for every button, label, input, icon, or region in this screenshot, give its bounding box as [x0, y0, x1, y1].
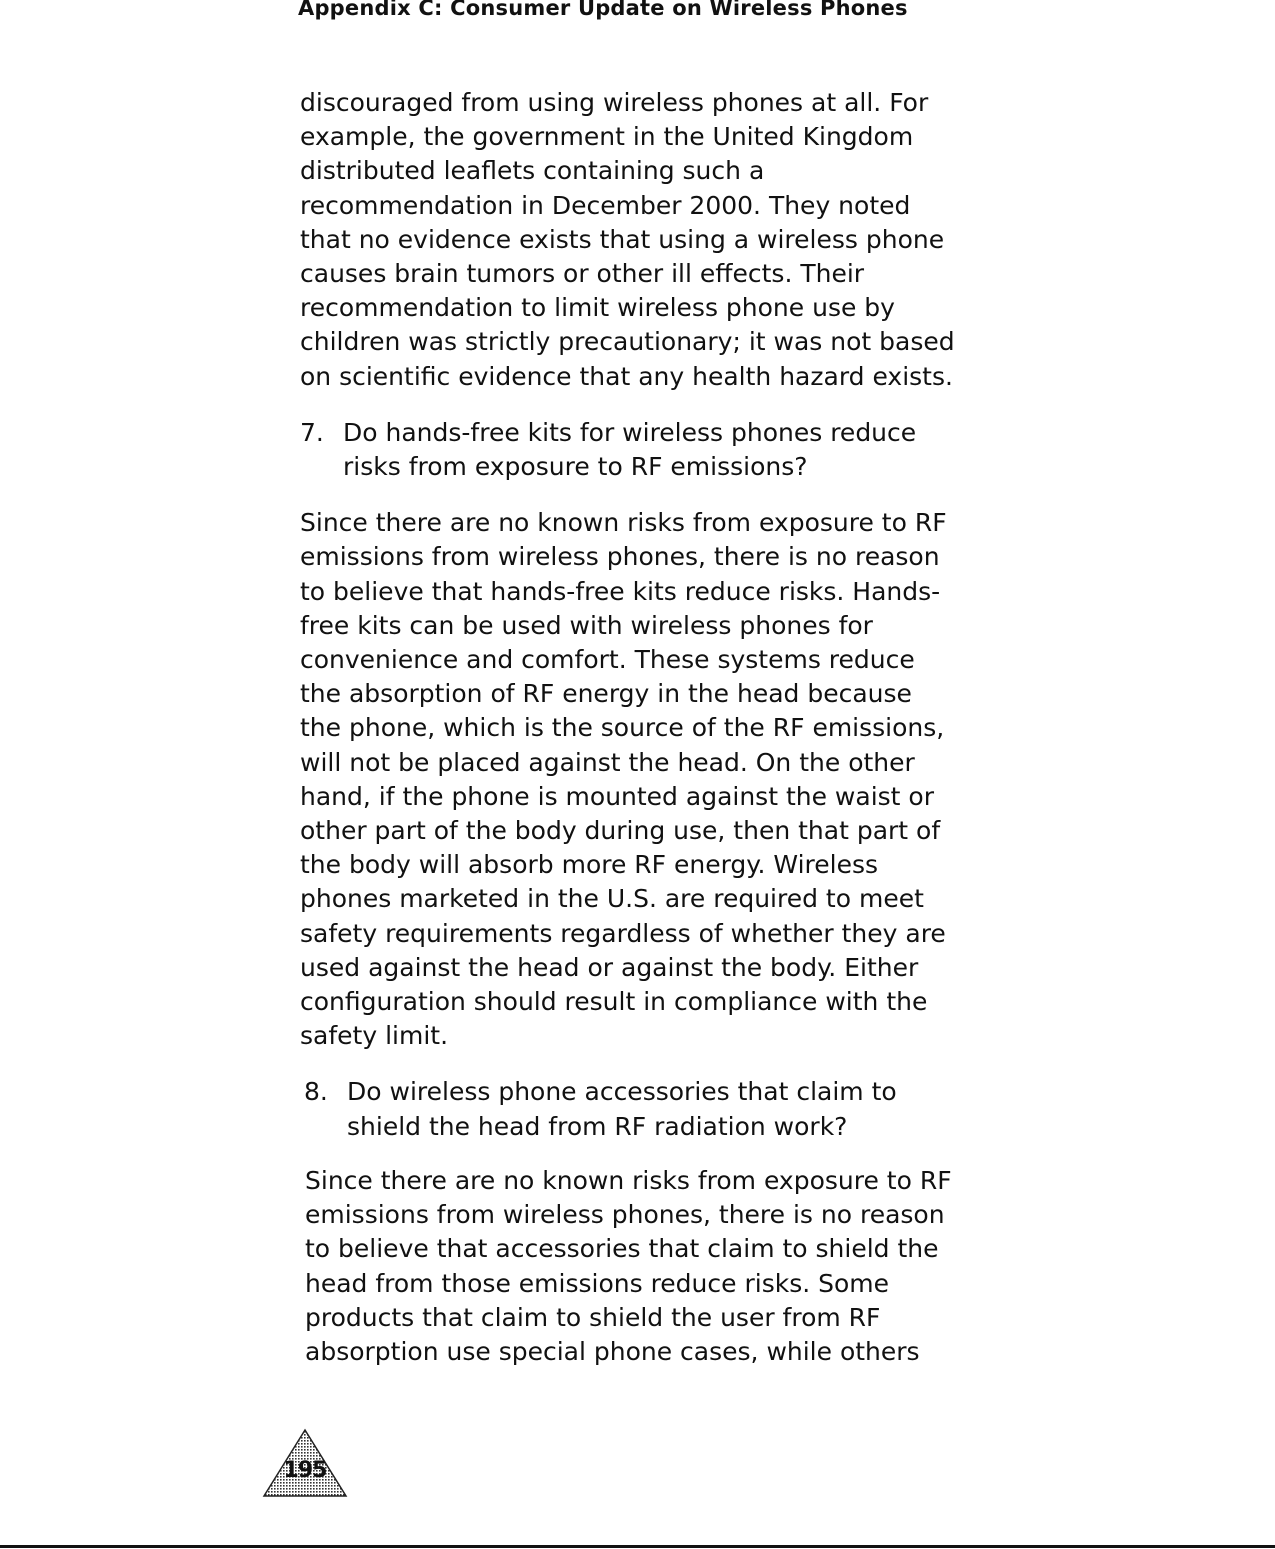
text-line: Do hands-free kits for wireless phones reduce: [343, 417, 917, 447]
text-line: phones marketed in the U.S. are required to meet: [300, 884, 924, 914]
text-line: risks from exposure to RF emissions?: [343, 452, 808, 482]
text-line: head from those emissions reduce risks. Some: [305, 1268, 890, 1298]
question-7: [300, 416, 990, 484]
text-line: Since there are no known risks from exposure to RF: [300, 508, 947, 538]
question-number: 8.: [304, 1077, 328, 1107]
text-line: configuration should result in compliance with the: [300, 987, 928, 1017]
text-line: products that claim to shield the user from RF: [305, 1302, 881, 1332]
text-line: emissions from wireless phones, there is no reason: [300, 542, 940, 572]
text-line: on scientific evidence that any health hazard exists.: [300, 361, 953, 391]
bottom-divider: [0, 1545, 1275, 1548]
text-line: the absorption of RF energy in the head because: [300, 679, 912, 709]
text-line: other part of the body during use, then that part of: [300, 816, 941, 846]
text-line: emissions from wireless phones, there is no reason: [305, 1200, 945, 1230]
text-line: will not be placed against the head. On the other: [300, 747, 915, 777]
text-line: safety limit.: [300, 1021, 449, 1051]
text-line: recommendation to limit wireless phone use by: [300, 293, 895, 323]
page-number-badge: [262, 1428, 348, 1498]
text-line: children was strictly precautionary; it was not based: [300, 327, 955, 357]
text-line: free kits can be used with wireless phones for: [300, 610, 873, 640]
text-line: safety requirements regardless of whether they are: [300, 918, 946, 948]
question-number: 7.: [300, 417, 324, 447]
text-line: discouraged from using wireless phones at all. For: [300, 88, 929, 117]
answer-8: [305, 1164, 990, 1369]
text-line: Do wireless phone accessories that claim to: [347, 1077, 897, 1107]
question-text: [347, 1075, 897, 1143]
text-line: example, the government in the United Kingdom: [300, 122, 914, 152]
page-header: Appendix C: Consumer Update on Wireless Phones: [298, 0, 908, 20]
question-text: [343, 416, 916, 484]
text-line: recommendation in December 2000. They noted: [300, 190, 911, 220]
page-number: 195: [283, 1458, 327, 1483]
text-line: absorption use special phone cases, while others: [305, 1336, 920, 1366]
text-line: to believe that accessories that claim to shield the: [305, 1234, 939, 1264]
text-line: the phone, which is the source of the RF emissions,: [300, 713, 945, 743]
text-line: Since there are no known risks from exposure to RF: [305, 1165, 952, 1195]
question-8: [304, 1075, 990, 1143]
text-line: used against the head or against the body. Either: [300, 952, 919, 982]
text-line: shield the head from RF radiation work?: [347, 1111, 848, 1141]
text-line: the body will absorb more RF energy. Wireless: [300, 850, 879, 880]
text-line: to believe that hands-free kits reduce risks. Hands-: [300, 576, 941, 606]
text-line: causes brain tumors or other ill effects. Their: [300, 259, 865, 289]
text-line: hand, if the phone is mounted against the waist or: [300, 781, 934, 811]
text-line: that no evidence exists that using a wireless phone: [300, 224, 945, 254]
answer-7: [300, 506, 990, 1053]
page-body: [300, 86, 990, 1369]
text-line: distributed leaflets containing such a: [300, 156, 765, 186]
paragraph-intro: [300, 86, 990, 394]
text-line: convenience and comfort. These systems reduce: [300, 645, 915, 675]
